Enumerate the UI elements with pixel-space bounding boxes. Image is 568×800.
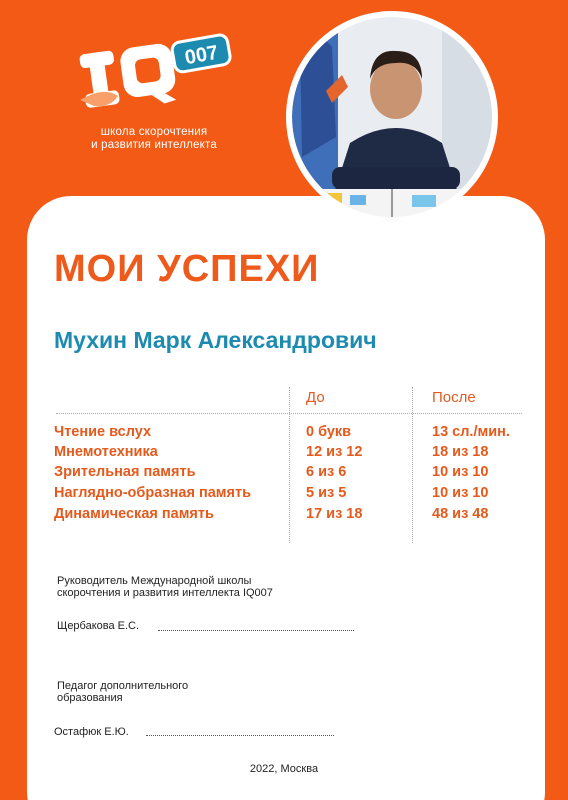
director-name: Щербакова Е.С. <box>57 620 140 632</box>
value-after: 48 из 48 <box>432 506 489 522</box>
student-photo <box>286 11 498 223</box>
skill-label: Зрительная память <box>54 464 196 480</box>
value-after: 10 из 10 <box>432 485 489 501</box>
director-role-line2: скорочтения и развития интеллекта IQ007 <box>57 587 273 599</box>
logo-subtitle-line1: школа скорочтения <box>100 126 208 138</box>
value-after: 10 из 10 <box>432 464 489 480</box>
table-row <box>54 485 534 505</box>
director-role <box>57 575 273 599</box>
table-row <box>54 424 534 444</box>
column-header-before: До <box>306 389 325 406</box>
teacher-name: Остафюк Е.Ю. <box>54 726 129 738</box>
iq007-logo <box>74 30 234 110</box>
table-row <box>54 464 534 484</box>
value-before: 0 букв <box>306 424 352 440</box>
teacher-signature-line <box>146 735 334 736</box>
teacher-role-line1: Педагог дополнительного <box>57 680 189 692</box>
director-role-line1: Руководитель Международной школы <box>57 575 252 587</box>
value-after: 18 из 18 <box>432 444 489 460</box>
teacher-role <box>57 680 188 704</box>
column-header-after: После <box>432 389 476 406</box>
value-before: 12 из 12 <box>306 444 363 460</box>
skill-label: Динамическая память <box>54 506 214 522</box>
skill-label: Мнемотехника <box>54 444 158 460</box>
skill-label: Чтение вслух <box>54 424 152 440</box>
director-signature-line <box>158 630 354 631</box>
value-before: 6 из 6 <box>306 464 347 480</box>
student-name: Мухин Марк Александрович <box>54 327 377 353</box>
value-before: 17 из 18 <box>306 506 363 522</box>
logo-badge-text: 007 <box>183 41 220 70</box>
page-title: МОИ УСПЕХИ <box>54 248 320 290</box>
teacher-role-line2: образования <box>57 692 123 704</box>
table-row <box>54 444 534 464</box>
skill-label: Наглядно-образная память <box>54 485 251 501</box>
footer-date-place: 2022, Москва <box>249 763 319 775</box>
logo-subtitle <box>74 126 234 152</box>
table-row <box>54 506 534 526</box>
logo-subtitle-line2: и развития интеллекта <box>91 139 217 151</box>
value-after: 13 сл./мин. <box>432 424 510 440</box>
header-divider <box>56 413 522 414</box>
value-before: 5 из 5 <box>306 485 347 501</box>
